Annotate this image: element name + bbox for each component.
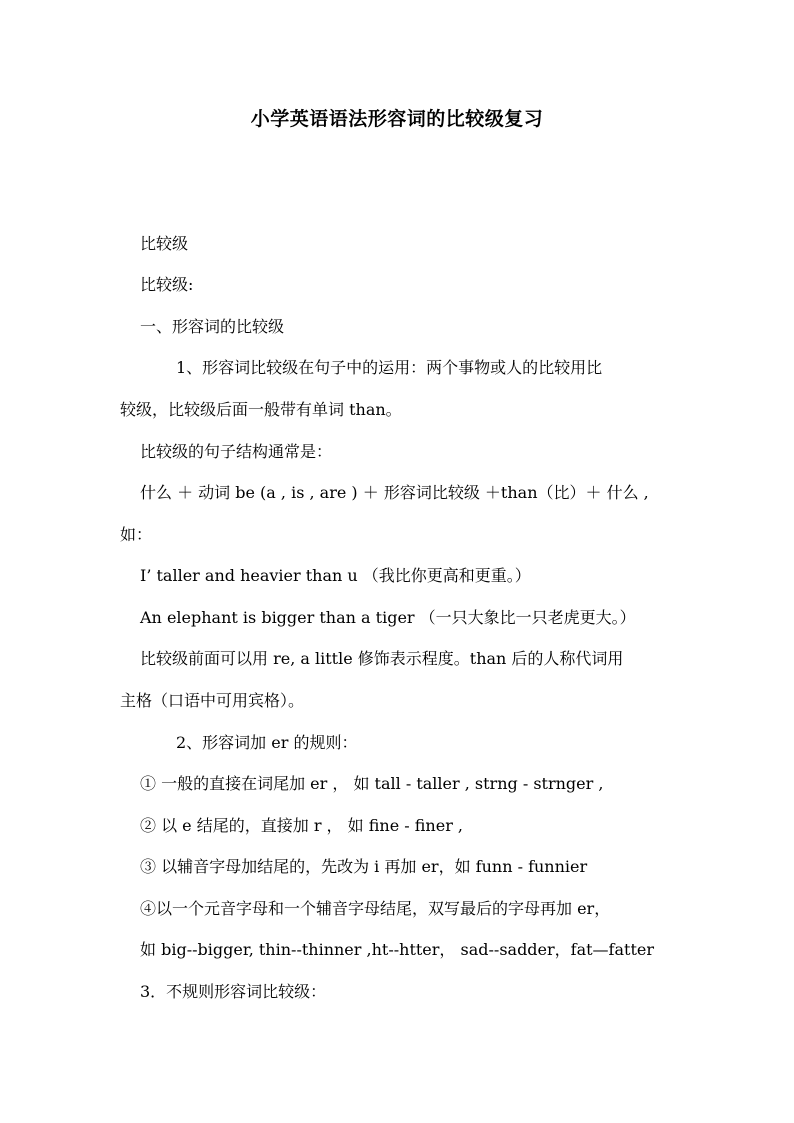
document-title: 小学英语语法形容词的比较级复习 bbox=[250, 108, 544, 130]
rule-item: ④以一个元音字母和一个辅音字母结尾，双写最后的字母再加 er， bbox=[140, 899, 611, 918]
rule-item: ③ 以辅音字母加结尾的，先改为 i 再加 er，如 funn - funnier bbox=[140, 857, 588, 876]
text-line: 如： bbox=[120, 525, 153, 544]
section-heading: 一、形容词的比较级 bbox=[140, 317, 285, 336]
rule-item: 如 big--bigger, thin--thinner ,ht--htter， sad--sadder，fat—fatter bbox=[140, 940, 654, 959]
example-line: I’ taller and heavier than u （我比你更高和更重。） bbox=[140, 566, 531, 585]
rule-item: ① 一般的直接在词尾加 er ， 如 tall - taller , strng - strnger , bbox=[140, 774, 604, 793]
subsection-heading: 2、形容词加 er 的规则： bbox=[176, 733, 358, 752]
text-line: 比较级: bbox=[140, 275, 194, 294]
text-line: 比较级前面可以用 re, a little 修饰表示程度。than 后的人称代词用 bbox=[140, 649, 624, 668]
text-line: 比较级 bbox=[140, 234, 189, 253]
subsection-heading: 3．不规则形容词比较级： bbox=[140, 982, 327, 1001]
text-line: 较级，比较级后面一般带有单词 than。 bbox=[120, 400, 402, 419]
formula-line: 什么 ＋ 动词 be (a , is , are ) ＋ 形容词比较级 ＋than（比）＋ 什么 , bbox=[140, 483, 649, 502]
text-line: 比较级的句子结构通常是： bbox=[140, 442, 333, 461]
text-line: 主格（口语中可用宾格）。 bbox=[120, 691, 305, 710]
text-line: 1、形容词比较级在句子中的运用：两个事物或人的比较用比 bbox=[176, 358, 603, 377]
example-line: An elephant is bigger than a tiger （一只大象比一只老虎更大。） bbox=[140, 608, 636, 627]
rule-item: ② 以 e 结尾的，直接加 r ， 如 fine - finer , bbox=[140, 816, 464, 835]
